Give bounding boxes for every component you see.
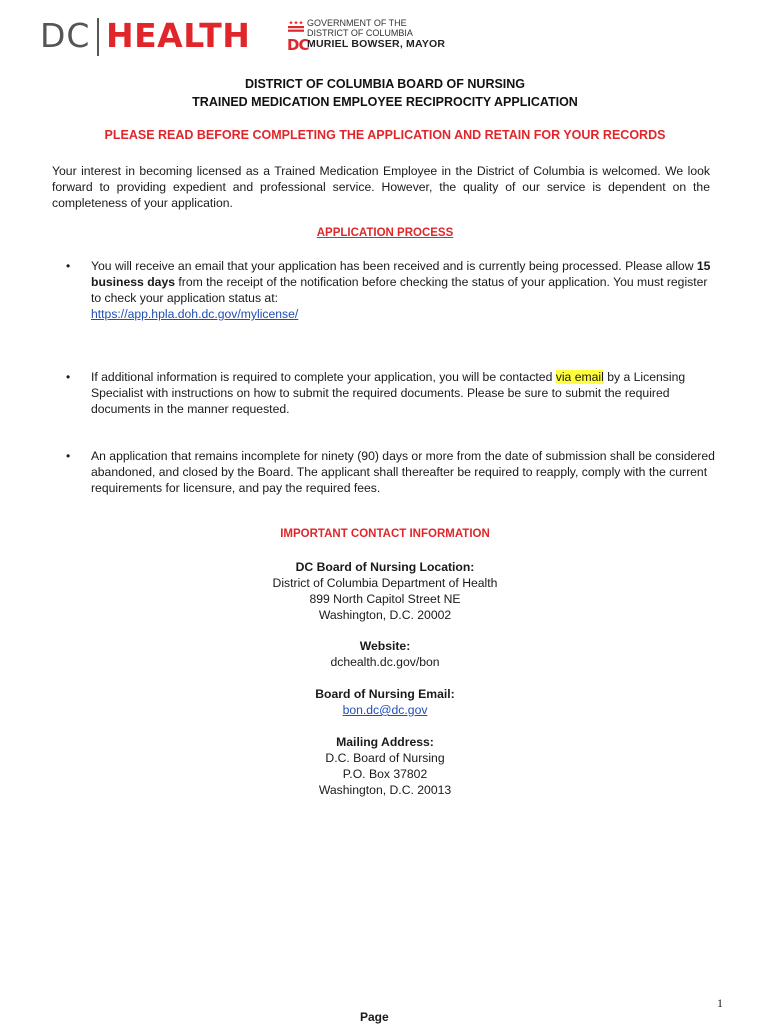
government-label [307, 18, 413, 38]
health-logo-text: HEALTH [106, 16, 251, 55]
via-email-highlight: via email [555, 370, 604, 384]
website-value: dchealth.dc.gov/bon [330, 655, 440, 669]
mayor-label: MURIEL BOWSER, MAYOR [307, 38, 446, 50]
document-title-line-2: TRAINED MEDICATION EMPLOYEE RECIPROCITY APPLICATION [192, 95, 578, 109]
bullet-marker: • [66, 449, 71, 463]
contact-info-heading: IMPORTANT CONTACT INFORMATION [280, 528, 490, 540]
mylicense-link[interactable]: https://app.hpla.doh.dc.gov/mylicense/ [91, 307, 299, 321]
mailing-line: Washington, D.C. 20013 [318, 783, 452, 797]
bullet-marker: • [66, 370, 71, 384]
email-block [0, 686, 770, 718]
application-process-heading: APPLICATION PROCESS [316, 227, 454, 239]
bullet-item-processing [91, 258, 721, 322]
page-number: 1 [717, 996, 723, 1010]
bullet-marker: • [66, 259, 71, 273]
bullet-2-text-cont: by a Licensing Specialist with instructions on how to submit the required documents. Please be sure to submit the required documents in the manner requested. [91, 370, 686, 416]
logo-divider [97, 18, 99, 56]
document-title-line-1: DISTRICT OF COLUMBIA BOARD OF NURSING [244, 77, 526, 91]
location-line: District of Columbia Department of Health [272, 576, 498, 590]
email-label: Board of Nursing Email: [315, 687, 455, 701]
dc-flag-icon [288, 20, 304, 32]
page-footer-label: Page [360, 1010, 389, 1024]
bullet-1-text: You will receive an email that your application has been received and is currently being processed. Please allow [91, 259, 697, 273]
mailing-line: P.O. Box 37802 [342, 767, 428, 781]
website-block [0, 638, 770, 670]
government-line-1: GOVERNMENT OF THE [307, 18, 407, 28]
bullet-item-additional-info [91, 369, 721, 417]
mailing-block [0, 734, 770, 798]
mailing-line: D.C. Board of Nursing [325, 751, 445, 765]
location-line: Washington, D.C. 20002 [318, 608, 452, 622]
website-label: Website: [359, 639, 411, 653]
location-line: 899 North Capitol Street NE [309, 592, 461, 606]
dc-government-mark: DC [287, 36, 309, 54]
mailing-label: Mailing Address: [336, 735, 434, 749]
business-days-emphasis: 15 business days [91, 259, 711, 289]
bullet-1-text-cont: from the receipt of the notification before checking the status of your application. You must register to check your application status at: [91, 275, 708, 305]
board-email-link[interactable]: bon.dc@dc.gov [342, 703, 428, 717]
dc-logo-text: DC [40, 16, 91, 55]
header [40, 14, 740, 58]
location-block [0, 559, 770, 623]
read-notice-heading: PLEASE READ BEFORE COMPLETING THE APPLICATION AND RETAIN FOR YOUR RECORDS [104, 128, 666, 142]
bullet-2-text: If additional information is required to complete your application, you will be contacted [91, 370, 556, 384]
government-line-2: DISTRICT OF COLUMBIA [307, 28, 413, 38]
bullet-item-abandoned: An application that remains incomplete for ninety (90) days or more from the date of submission shall be considered abandoned, and closed by the Board. The applicant shall thereafter be required to reapply, comply with the current requirements for licensure, and pay the required fees. [91, 449, 715, 495]
location-label: DC Board of Nursing Location: [295, 560, 475, 574]
intro-paragraph: Your interest in becoming licensed as a Trained Medication Employee in the District of Columbia is welcomed. We look forward to providing expedient and professional service. However, the quality of our service is dependent on the completeness of your application. [52, 164, 710, 210]
